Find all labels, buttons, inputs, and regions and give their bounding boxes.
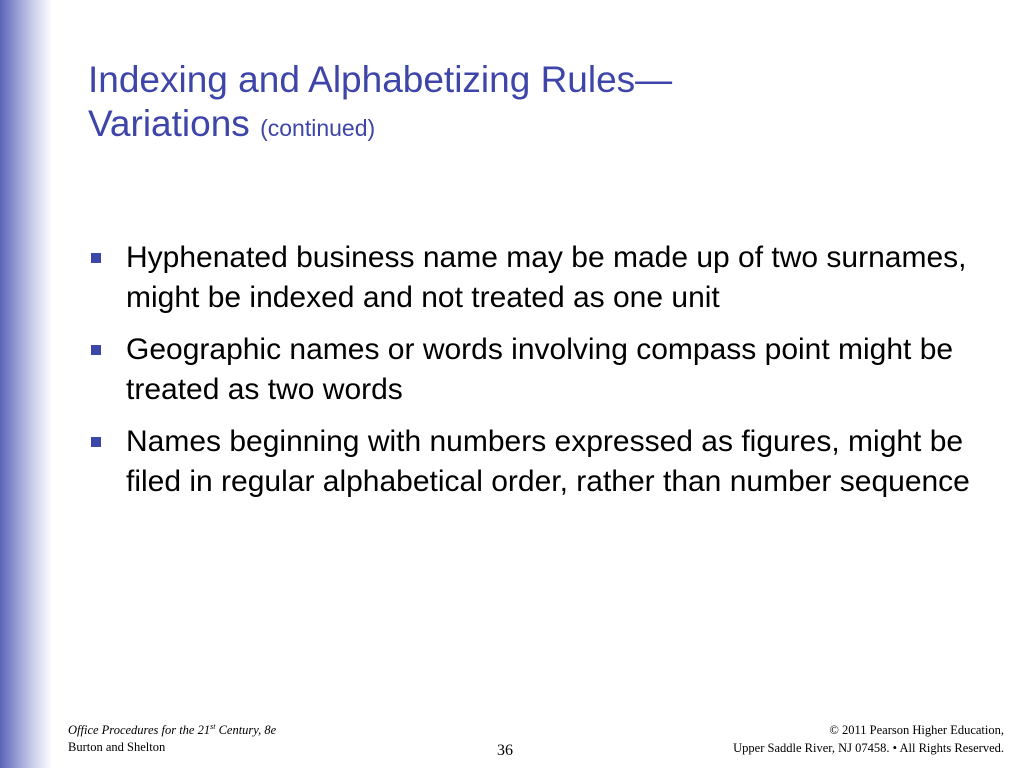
footer-copyright: [733, 721, 1004, 757]
title-main-text: Variations: [88, 103, 250, 144]
bullet-item: [88, 422, 988, 502]
bullet-item: [88, 238, 988, 318]
bullet-text: Hyphenated business name may be made up of two surnames, might be indexed and not treated as one unit: [126, 241, 967, 314]
bullet-text: Geographic names or words involving compass point might be treated as two words: [126, 333, 954, 406]
decorative-side-band: [0, 0, 52, 768]
footer-authors: Burton and Shelton: [68, 740, 166, 754]
page-number: 36: [497, 742, 513, 759]
square-bullet-icon: [91, 437, 101, 447]
copyright-line-2: Upper Saddle River, NJ 07458. • All Rights Reserved.: [733, 741, 1004, 755]
footer-book-superscript: st: [210, 721, 216, 731]
copyright-line-1: © 2011 Pearson Higher Education,: [829, 723, 1004, 737]
bullet-item: [88, 330, 988, 410]
footer-book-title: [68, 722, 276, 739]
title-line-2: [88, 102, 988, 150]
slide-title: [88, 58, 988, 150]
square-bullet-icon: [91, 345, 101, 355]
square-bullet-icon: [91, 253, 101, 263]
bullet-text: Names beginning with numbers expressed as figures, might be filed in regular alphabetical order, rather than number sequence: [126, 425, 970, 498]
footer-book-prefix: Office Procedures for the 21: [68, 723, 211, 737]
title-line-1: Indexing and Alphabetizing Rules—: [88, 59, 673, 100]
title-continued-note: (continued): [260, 115, 376, 141]
bullet-list: [88, 238, 988, 514]
footer-citation: [68, 722, 276, 756]
footer-book-suffix: Century, 8e: [215, 723, 277, 737]
